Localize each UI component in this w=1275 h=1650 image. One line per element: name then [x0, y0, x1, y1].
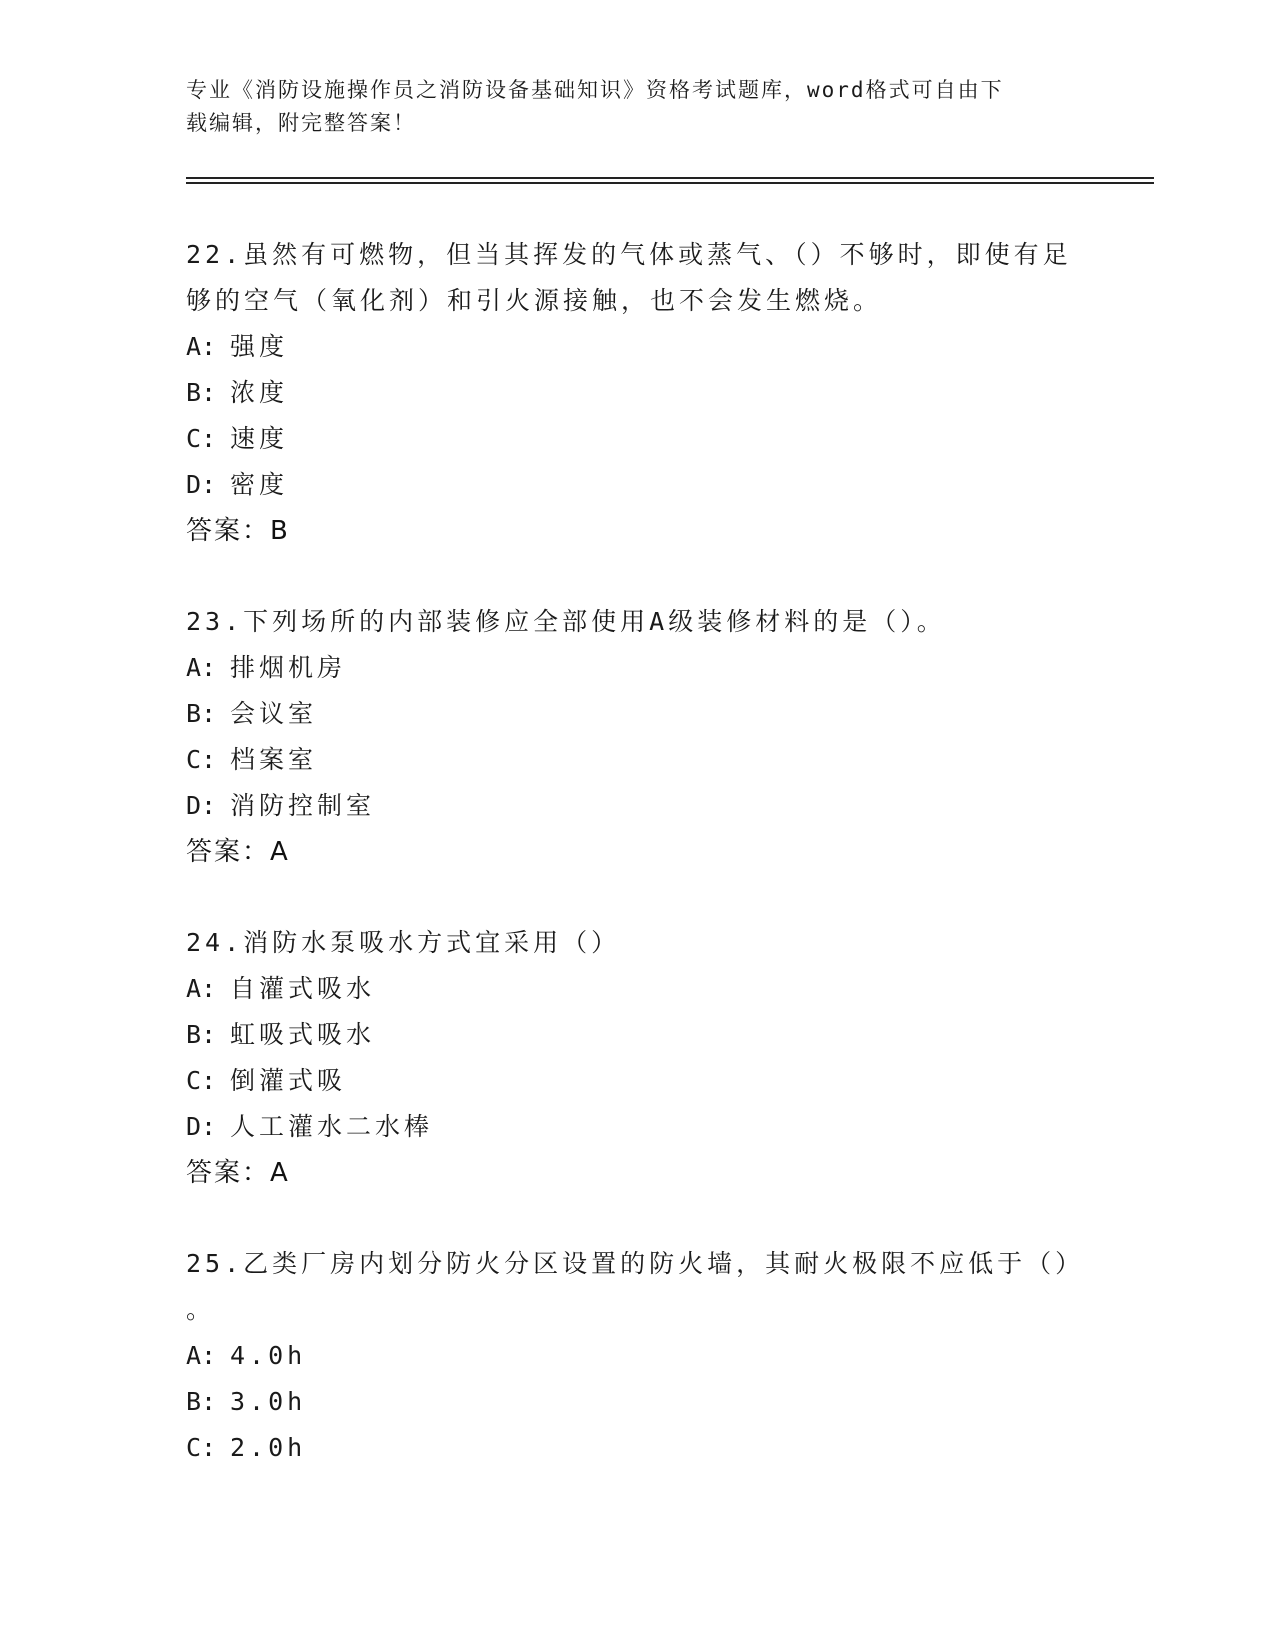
question-23 — [186, 599, 1086, 875]
option-b — [186, 1379, 1086, 1425]
option-letter: C: — [186, 745, 217, 774]
option-letter: A: — [186, 653, 217, 682]
header-divider-top — [186, 177, 1154, 179]
answer-label: 答案：B — [186, 516, 290, 546]
option-letter: C: — [186, 424, 217, 453]
header-divider-bottom — [186, 182, 1154, 184]
answer-label: 答案：A — [186, 1158, 290, 1188]
option-text: 档案室 — [230, 745, 318, 774]
answer-label: 答案：A — [186, 837, 290, 867]
option-b — [186, 1012, 1086, 1058]
option-letter: A: — [186, 1341, 217, 1370]
question-stem-line: 25.乙类厂房内划分防火分区设置的防火墙，其耐火极限不应低于（） — [186, 1249, 1085, 1278]
option-letter: A: — [186, 332, 217, 361]
option-b — [186, 370, 1086, 416]
question-24 — [186, 920, 1086, 1196]
option-a — [186, 645, 1086, 691]
option-letter: C: — [186, 1433, 217, 1462]
option-text: 浓度 — [230, 378, 289, 407]
option-a — [186, 324, 1086, 370]
option-a — [186, 1333, 1086, 1379]
option-letter: B: — [186, 699, 217, 728]
option-text: 密度 — [230, 470, 289, 499]
option-text: 3.0h — [230, 1387, 307, 1416]
option-text: 虹吸式吸水 — [230, 1020, 376, 1049]
header-line-1: 专业《消防设施操作员之消防设备基础知识》资格考试题库，word格式可自由下 — [186, 78, 1004, 102]
option-text: 自灌式吸水 — [230, 974, 376, 1003]
option-letter: B: — [186, 1387, 217, 1416]
question-22 — [186, 232, 1086, 554]
question-stem-line: 22.虽然有可燃物，但当其挥发的气体或蒸气、（）不够时，即使有足 — [186, 240, 1072, 269]
option-d — [186, 462, 1086, 508]
option-c — [186, 737, 1086, 783]
option-text: 消防控制室 — [230, 791, 376, 820]
option-letter: D: — [186, 1112, 217, 1141]
option-text: 会议室 — [230, 699, 318, 728]
option-b — [186, 691, 1086, 737]
question-stem-line: 。 — [186, 1295, 216, 1324]
document-header — [186, 74, 1066, 140]
option-c — [186, 416, 1086, 462]
option-letter: C: — [186, 1066, 217, 1095]
option-text: 倒灌式吸 — [230, 1066, 347, 1095]
option-text: 速度 — [230, 424, 289, 453]
option-text: 强度 — [230, 332, 289, 361]
question-stem-line: 23.下列场所的内部装修应全部使用A级装修材料的是（）。 — [186, 607, 946, 636]
header-line-2: 载编辑，附完整答案！ — [186, 111, 416, 135]
option-letter: A: — [186, 974, 217, 1003]
option-text: 排烟机房 — [230, 653, 347, 682]
option-d — [186, 1104, 1086, 1150]
option-text: 4.0h — [230, 1341, 307, 1370]
question-25 — [186, 1241, 1086, 1471]
option-letter: B: — [186, 1020, 217, 1049]
question-stem-line: 24.消防水泵吸水方式宜采用（） — [186, 928, 621, 957]
question-stem-line: 够的空气（氧化剂）和引火源接触，也不会发生燃烧。 — [186, 286, 883, 315]
option-d — [186, 783, 1086, 829]
option-text: 人工灌水二水棒 — [230, 1112, 434, 1141]
option-letter: D: — [186, 470, 217, 499]
option-c — [186, 1425, 1086, 1471]
option-c — [186, 1058, 1086, 1104]
option-a — [186, 966, 1086, 1012]
option-letter: D: — [186, 791, 217, 820]
option-letter: B: — [186, 378, 217, 407]
option-text: 2.0h — [230, 1433, 307, 1462]
